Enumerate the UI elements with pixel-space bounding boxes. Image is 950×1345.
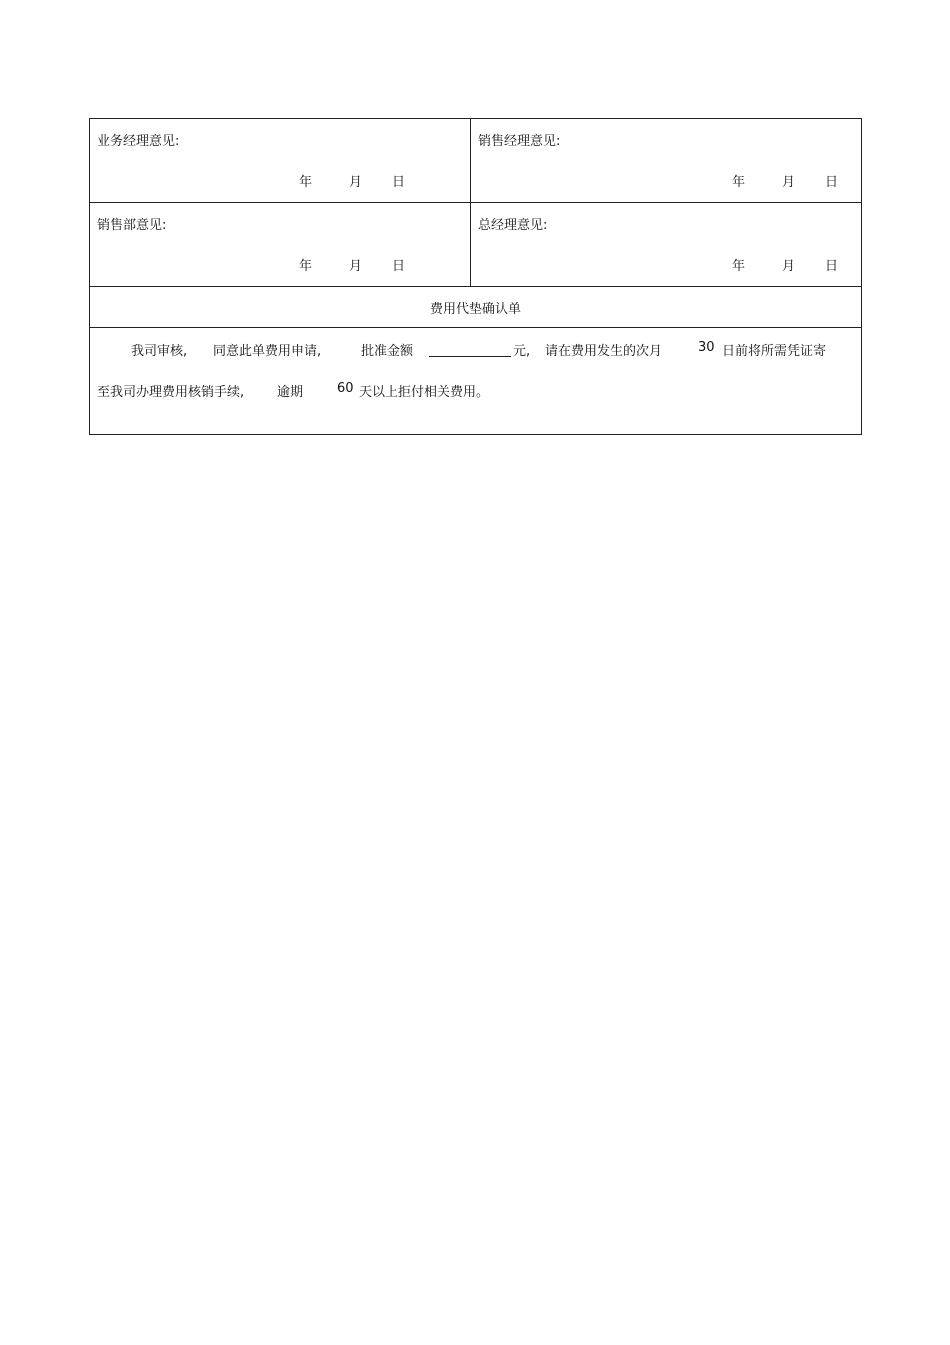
date-month-label: 月 (349, 175, 363, 190)
date-month-label: 月 (349, 259, 363, 274)
confirmation-text: 天以上拒付相关费用。 (359, 385, 490, 400)
confirmation-text: 日前将所需凭证寄 (722, 344, 827, 359)
confirmation-text: 元, (513, 344, 531, 359)
confirmation-text: 同意此单费用申请, (213, 344, 322, 359)
confirmation-text: 逾期 (277, 385, 304, 400)
confirmation-text: 至我司办理费用核销手续, (97, 385, 245, 400)
confirmation-body-row (90, 328, 861, 434)
sales-manager-opinion-cell (471, 119, 861, 202)
confirmation-text: 批准金额 (361, 344, 414, 359)
confirmation-title: 费用代垫确认单 (429, 302, 521, 317)
date-month-label: 月 (782, 259, 796, 274)
date-year-label: 年 (732, 175, 746, 190)
date-day-label: 日 (392, 259, 406, 274)
date-year-label: 年 (299, 259, 313, 274)
approved-amount-field[interactable] (429, 340, 511, 357)
date-day-label: 日 (825, 259, 839, 274)
general-manager-opinion-label: 总经理意见: (478, 218, 548, 233)
sales-department-opinion-label: 销售部意见: (97, 218, 167, 233)
date-day-label: 日 (825, 175, 839, 190)
sales-manager-opinion-label: 销售经理意见: (478, 134, 561, 149)
business-manager-opinion-cell (90, 119, 471, 202)
business-manager-opinion-label: 业务经理意见: (97, 134, 180, 149)
date-day-label: 日 (392, 175, 406, 190)
approval-row-1 (90, 119, 861, 203)
deadline-days: 30 (698, 340, 715, 355)
overdue-days: 60 (337, 381, 354, 396)
date-year-label: 年 (732, 259, 746, 274)
approval-row-2 (90, 203, 861, 287)
date-year-label: 年 (299, 175, 313, 190)
confirmation-text: 请在费用发生的次月 (545, 344, 663, 359)
general-manager-opinion-cell (471, 203, 861, 286)
date-month-label: 月 (782, 175, 796, 190)
confirmation-title-row (90, 287, 861, 328)
sales-department-opinion-cell (90, 203, 471, 286)
confirmation-text: 我司审核, (131, 344, 188, 359)
expense-approval-form (89, 118, 862, 435)
